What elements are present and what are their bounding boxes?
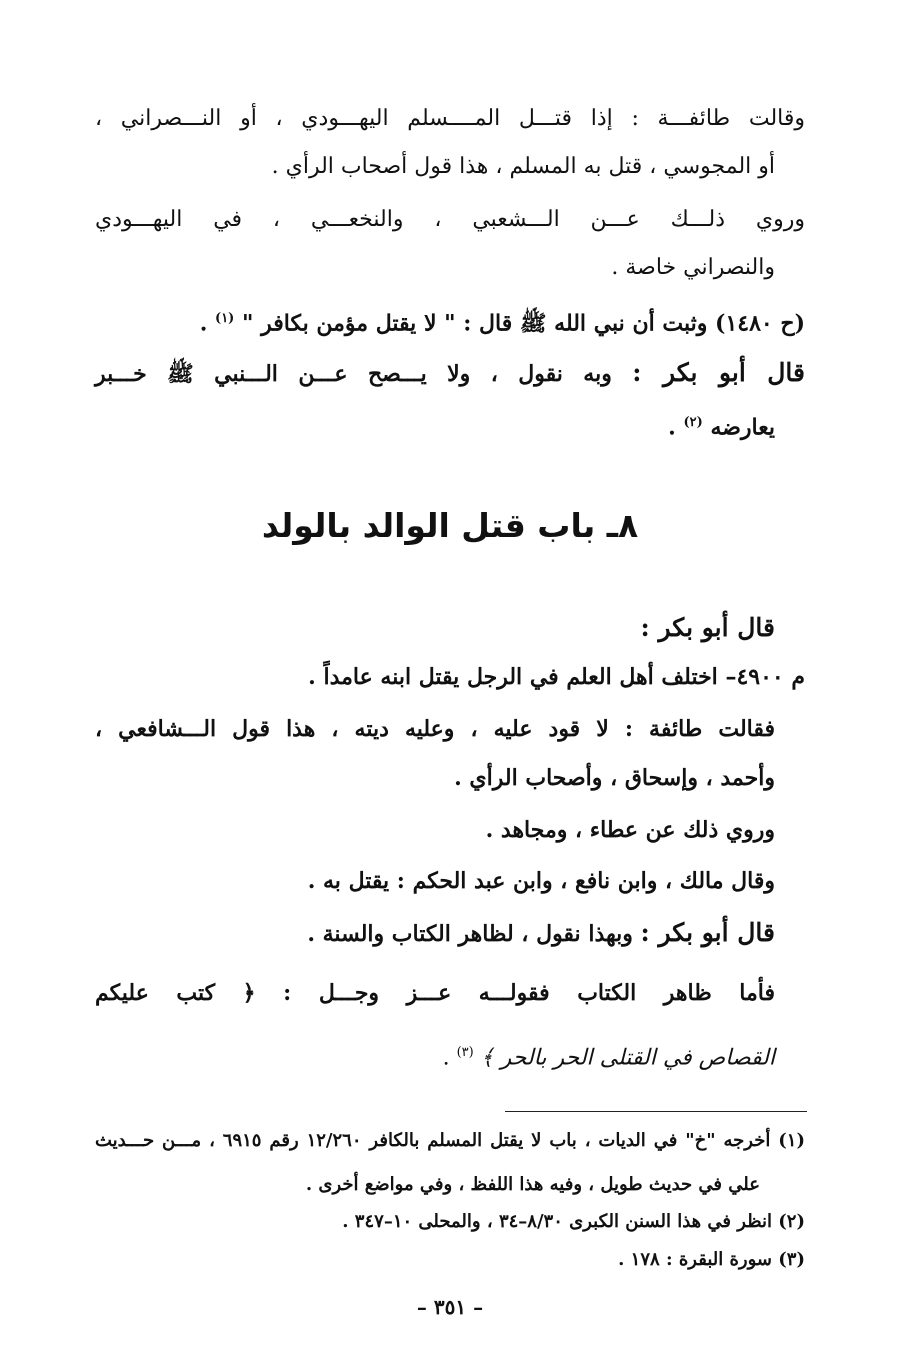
- hadith-text: (ح ١٤٨٠) وثبت أن نبي الله ﷺ قال : " لا يقتل مؤمن بكافر ": [234, 310, 805, 337]
- abu-bakr-lead-2: قال أبو بكر :: [640, 918, 775, 947]
- quran-verse-end: .: [442, 1045, 457, 1071]
- footnote-1-line-2: علي في حديث طويل ، وفيه هذا اللفظ ، وفي مواضع أخرى .: [305, 1174, 760, 1195]
- masala-line-5: وقال مالك ، وابن نافع ، وابن عبد الحكم : يقتل به .: [307, 868, 775, 894]
- footnote-3: (٣) سورة البقرة : ١٧٨ .: [618, 1249, 805, 1270]
- section-abu-bakr-lead: قال أبو بكر :: [640, 613, 775, 642]
- masala-line-2: فقالت طائفة : لا قود عليه ، وعليه ديته ، هذا قول الـــشافعي ،: [95, 716, 775, 742]
- page-number: – ٣٥١ –: [416, 1295, 484, 1319]
- masala-line-3: وأحمد ، وإسحاق ، وأصحاب الرأي .: [454, 765, 775, 791]
- masala-line-6: [307, 918, 775, 949]
- footnote-ref-2: (٢): [683, 415, 703, 430]
- footnote-1-line-1: (١) أخرجه "خ" في الديات ، باب لا يقتل المسلم بالكافر ١٢/٢٦٠ رقم ٦٩١٥ ، مـــن حـــديث: [95, 1130, 805, 1151]
- paragraph-3-text-2: يعارضه: [702, 414, 775, 441]
- quran-verse-line: [443, 1038, 775, 1073]
- paragraph-3-end: .: [668, 414, 684, 441]
- hadith-1480: [200, 304, 805, 338]
- quran-verse: القصاص في القتلى الحر بالحر ﴾: [473, 1045, 775, 1071]
- paragraph-3-line-1: [95, 358, 805, 389]
- masala-4900: م ٤٩٠٠– اختلف أهل العلم في الرجل يقتل ابنه عامداً .: [308, 664, 805, 690]
- paragraph-1-line-1: وقالت طائفـــة : إذا قتـــل المــــسلم اليهـــودي ، أو النـــصراني ،: [95, 106, 805, 131]
- footnote-ref-1: (١): [215, 311, 235, 326]
- footnote-ref-3: (٣): [456, 1045, 474, 1060]
- footnote-divider: [505, 1111, 807, 1112]
- paragraph-2-line-1: وروي ذلـــك عـــن الـــشعبي ، والنخعـــي ، في اليهـــودي: [95, 207, 805, 232]
- paragraph-1-line-2: أو المجوسي ، قتل به المسلم ، هذا قول أصحاب الرأي .: [271, 154, 775, 179]
- masala-line-7: فأما ظاهر الكتاب فقولـــه عـــز وجـــل : ﴿ كتب عليكم: [95, 980, 775, 1006]
- masala-line-4: وروي ذلك عن عطاء ، ومجاهد .: [485, 817, 775, 843]
- masala-line-6-text: وبهذا نقول ، لظاهر الكتاب والسنة .: [307, 921, 641, 947]
- paragraph-3-line-2: [668, 408, 775, 442]
- hadith-end: .: [199, 310, 216, 337]
- footnote-2: (٢) انظر في هذا السنن الكبرى ٨/٣٠–٣٤ ، والمحلى ١٠–٣٤٧ .: [342, 1211, 805, 1232]
- section-heading: ٨ـ باب قتل الوالد بالولد: [261, 506, 639, 545]
- abu-bakr-lead: قال أبو بكر :: [632, 358, 805, 387]
- paragraph-2-line-2: والنصراني خاصة .: [611, 255, 775, 280]
- paragraph-3-text: وبه نقول ، ولا يـــصح عـــن الـــنبي ﷺ خـــبر: [95, 361, 633, 387]
